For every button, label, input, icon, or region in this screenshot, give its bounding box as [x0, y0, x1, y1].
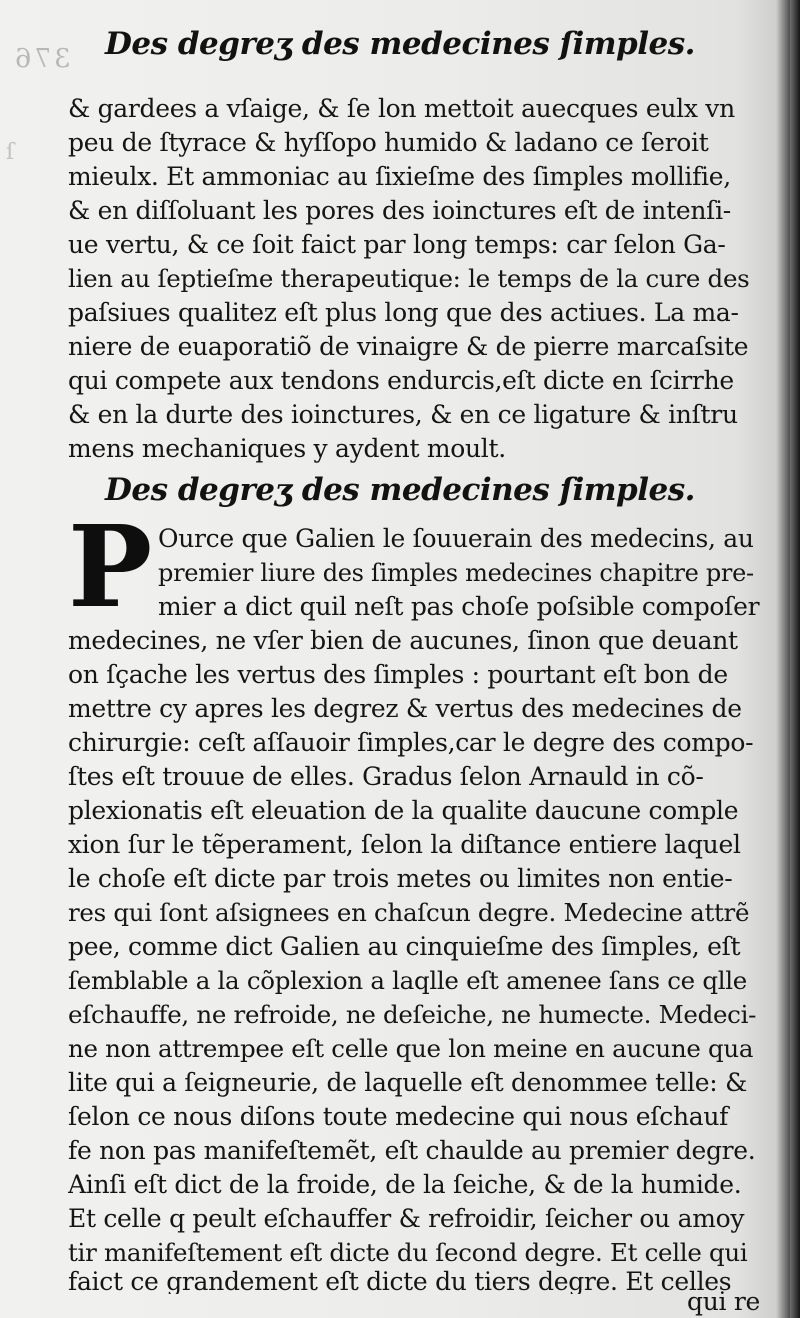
- text-line: lite qui a ſeigneurie, de laquelle eſt denommee telle: &: [68, 1068, 748, 1097]
- text-line: le choſe eſt dicte par trois metes ou limites non entie-: [68, 864, 733, 893]
- text-line: ſtes eſt trouue de elles. Gradus ſelon Arnauld in cõ-: [68, 762, 704, 791]
- text-line: Et celle q peult eſchauffer & refroidir, ſeicher ou amoy: [68, 1204, 745, 1233]
- bleed-through-mark: ſ: [6, 140, 15, 165]
- text-line: on ſçache les vertus des ſimples : pourtant eſt bon de: [68, 660, 728, 689]
- text-line: fe non pas manifeſtemẽt, eſt chaulde au premier degre.: [68, 1136, 756, 1165]
- text-line: Ource que Galien le ſouuerain des medecins, au: [158, 524, 754, 553]
- drop-capital: P: [68, 502, 153, 633]
- text-line: lien au ſeptieſme therapeutique: le temps de la cure des: [68, 264, 750, 293]
- text-line: ſelon ce nous diſons toute medecine qui nous eſchauf: [68, 1102, 729, 1131]
- text-line: mens mechaniques y aydent moult.: [68, 434, 506, 463]
- text-line: eſchauffe, ne refroide, ne deſeiche, ne humecte. Medeci-: [68, 1000, 757, 1029]
- text-line: res qui ſont aſsignees en chaſcun degre. Medecine attrẽ: [68, 898, 750, 927]
- text-line: mettre cy apres les degrez & vertus des medecines de: [68, 694, 742, 723]
- running-title: Des degreʒ des medecines ſimples.: [105, 26, 695, 62]
- catchword: qui re: [687, 1288, 760, 1316]
- bleed-through-folio: 376: [12, 44, 71, 74]
- text-line: Ainſi eſt dict de la froide, de la ſeiche, & de la humide.: [68, 1170, 742, 1199]
- text-line: & gardees a vſaige, & ſe lon mettoit auecques eulx vn: [68, 94, 735, 123]
- text-line: chirurgie: ceſt aſſauoir ſimples,car le degre des compo-: [68, 728, 754, 757]
- text-line: medecines, ne vſer bien de aucunes, ſinon que deuant: [68, 626, 738, 655]
- text-line: faict ce grandement eſt dicte du tiers degre. Et celles: [68, 1270, 732, 1294]
- text-line: & en la durte des ioinctures, & en ce ligature & inſtru: [68, 400, 738, 429]
- book-spine-shadow: [790, 0, 800, 1318]
- text-line: paſsiues qualitez eſt plus long que des actiues. La ma-: [68, 298, 739, 327]
- text-line: premier liure des ſimples medecines chapitre pre-: [158, 559, 754, 587]
- section-title: Des degreʒ des medecines ſimples.: [105, 472, 695, 508]
- text-line: mier a dict quil neſt pas choſe poſsible compoſer: [158, 592, 760, 621]
- text-line: ne non attrempee eſt celle que lon meine en aucune qua: [68, 1034, 754, 1063]
- text-line: tir manifeſtement eſt dicte du ſecond degre. Et celle qui: [68, 1238, 748, 1267]
- text-line: niere de euaporatiõ de vinaigre & de pierre marcaſsite: [68, 332, 749, 361]
- text-line: & en diſſoluant les pores des ioinctures eſt de intenſi-: [68, 196, 731, 225]
- text-line: mieulx. Et ammoniac au ſixieſme des ſimples mollifie,: [68, 162, 731, 191]
- text-line: ſemblable a la cõplexion a laqlle eſt amenee ſans ce qlle: [68, 966, 747, 995]
- text-line: pee, comme dict Galien au cinquieſme des ſimples, eſt: [68, 932, 741, 961]
- text-line: plexionatis eſt eleuation de la qualite daucune comple: [68, 796, 739, 825]
- text-line: xion ſur le tẽperament, ſelon la diſtance entiere laquel: [68, 830, 741, 859]
- text-line: qui compete aux tendons endurcis,eſt dicte en ſcirrhe: [68, 366, 734, 395]
- text-line: ue vertu, & ce ſoit faict par long temps: car ſelon Ga-: [68, 230, 726, 259]
- text-line: peu de ſtyrace & hyſſopo humido & ladano ce ſeroit: [68, 128, 709, 157]
